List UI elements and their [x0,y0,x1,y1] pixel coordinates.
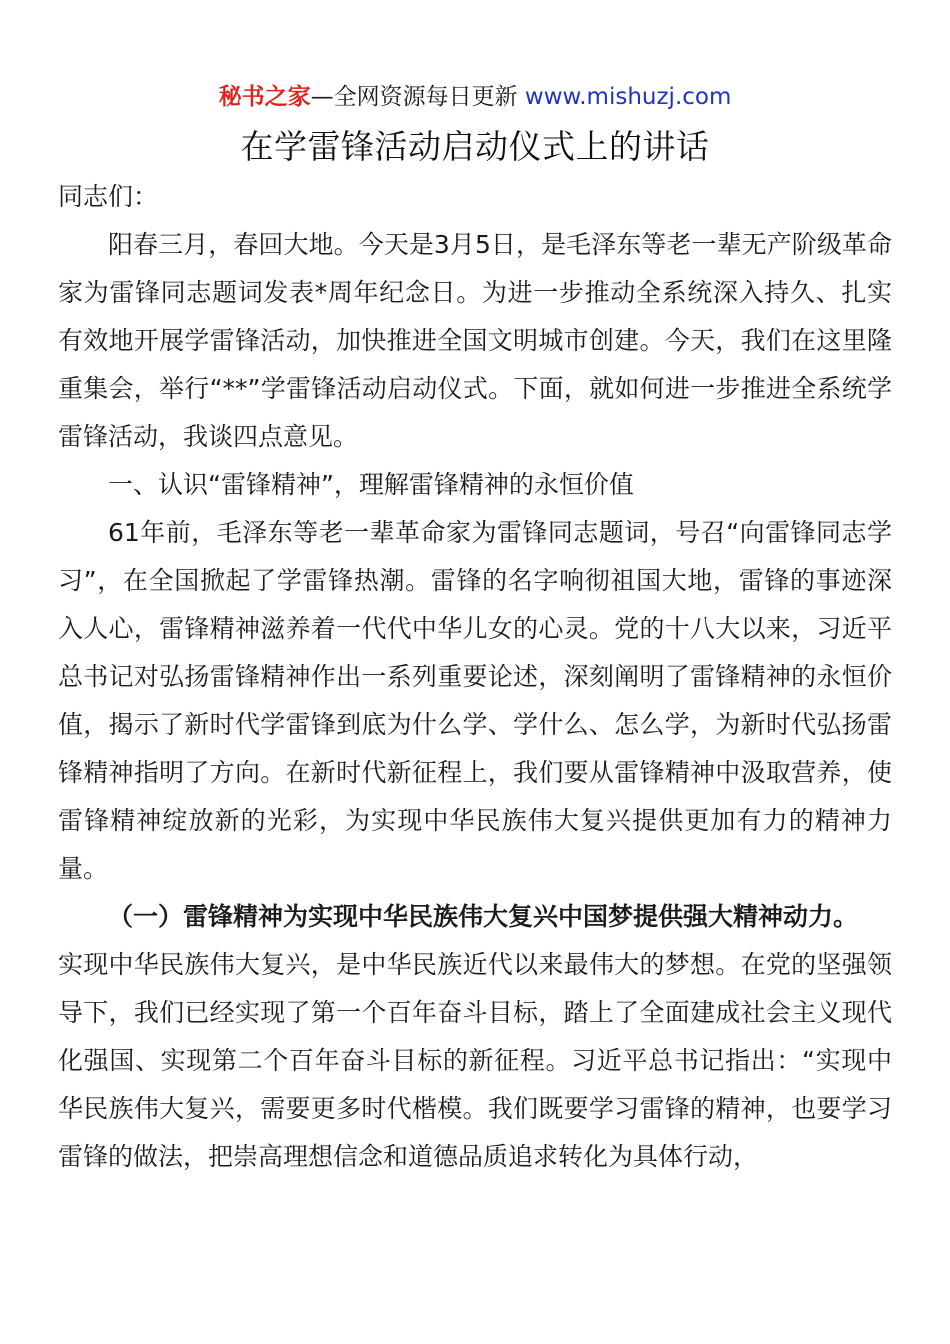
site-header [58,80,892,114]
document-body [58,173,892,1181]
site-tagline: —全网资源每日更新 [310,84,525,110]
paragraph-intro: 阳春三月，春回大地。今天是3月5日，是毛泽东等老一辈无产阶级革命家为雷锋同志题词发表*周年纪念日。为进一步推动全系统深入持久、扎实有效地开展学雷锋活动，加快推进全国文明城市创建。今天，我们在这里隆重集会，举行“**”学雷锋活动启动仪式。下面，就如何进一步推进全系统学雷锋活动，我谈四点意见。 [58,230,892,451]
salutation: 同志们： [58,182,159,211]
site-brand[interactable]: 秘书之家 [218,84,311,110]
document-title: 在学雷锋活动启动仪式上的讲话 [240,127,710,166]
section-heading-1: 一、认识“雷锋精神”，理解雷锋精神的永恒价值 [108,470,634,499]
paragraph-section-1: 61年前，毛泽东等老一辈革命家为雷锋同志题词，号召“向雷锋同志学习”，在全国掀起了学雷锋热潮。雷锋的名字响彻祖国大地，雷锋的事迹深入人心，雷锋精神滋养着一代代中华儿女的心灵。党的十八大以来，习近平总书记对弘扬雷锋精神作出一系列重要论述，深刻阐明了雷锋精神的永恒价值，揭示了新时代学雷锋到底为什么学、学什么、怎么学，为新时代弘扬雷锋精神指明了方向。在新时代新征程上，我们要从雷锋精神中汲取营养，使雷锋精神绽放新的光彩，为实现中华民族伟大复兴提供更加有力的精神力量。 [58,518,892,883]
site-url-link[interactable]: www.mishuzj.com [524,84,732,110]
subsection-heading-1: （一）雷锋精神为实现中华民族伟大复兴中国梦提供强大精神动力。 [108,902,859,931]
paragraph-subsection-1: 实现中华民族伟大复兴，是中华民族近代以来最伟大的梦想。在党的坚强领导下，我们已经实现了第一个百年奋斗目标，踏上了全面建成社会主义现代化强国、实现第二个百年奋斗目标的新征程。习近平总书记指出：“实现中华民族伟大复兴，需要更多时代楷模。我们既要学习雷锋的精神，也要学习雷锋的做法，把崇高理想信念和道德品质追求转化为具体行动， [58,950,892,1171]
